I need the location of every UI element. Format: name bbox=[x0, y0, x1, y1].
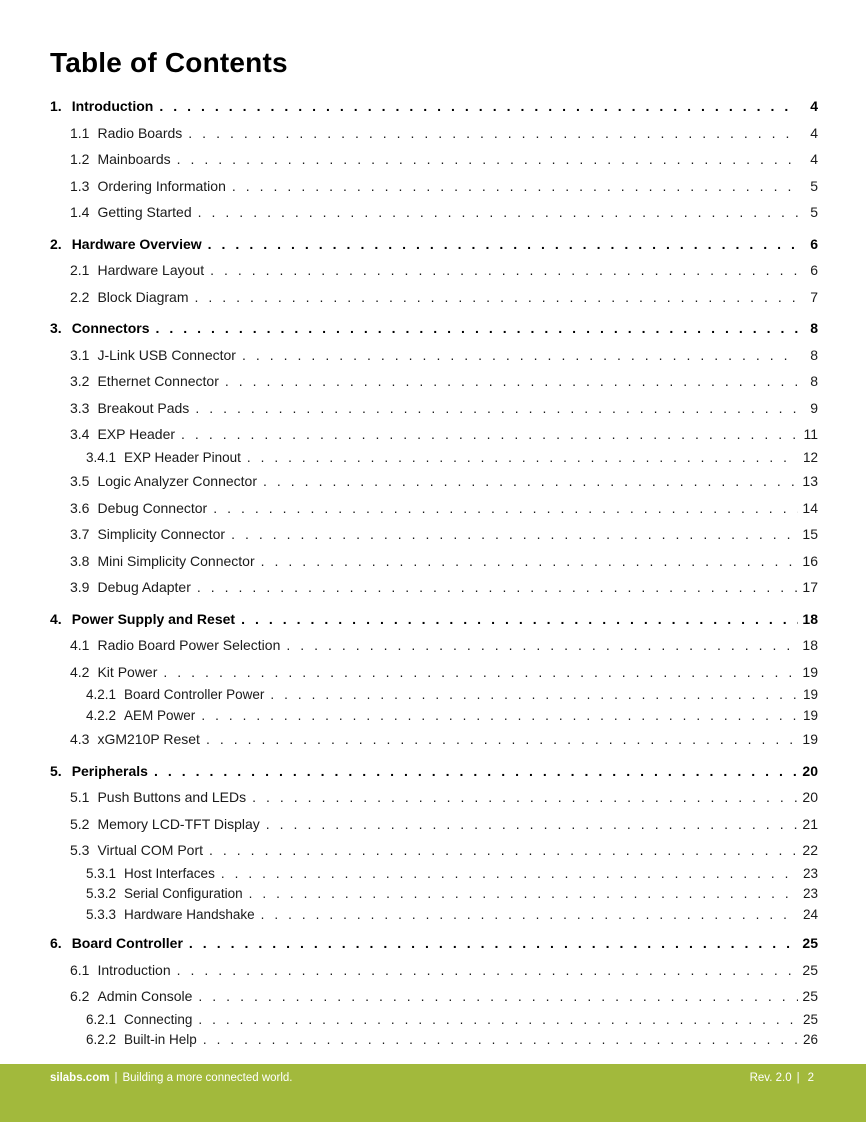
toc-entry-number: 5.3.1 bbox=[86, 865, 117, 881]
toc-entry[interactable] bbox=[50, 884, 818, 905]
toc-entry-number: 3.2 bbox=[70, 373, 90, 389]
footer-left bbox=[50, 1072, 293, 1084]
toc-entry-page: 18 bbox=[802, 610, 818, 627]
toc-entry-number: 3. bbox=[50, 320, 62, 336]
toc-entry-number: 3.5 bbox=[70, 473, 90, 489]
toc-entry-label: Getting Started bbox=[97, 204, 192, 220]
toc-entry-label: Power Supply and Reset bbox=[71, 610, 236, 627]
toc-entry[interactable] bbox=[50, 173, 818, 200]
toc-entry-page: 19 bbox=[802, 707, 818, 723]
toc-entry[interactable] bbox=[50, 685, 818, 706]
toc-entry-label: AEM Power bbox=[124, 707, 196, 723]
toc-entry-label: EXP Header bbox=[97, 426, 176, 442]
dot-leader bbox=[157, 659, 798, 686]
toc-entry-page: 17 bbox=[802, 579, 818, 595]
toc-entry-number: 6.2.2 bbox=[86, 1032, 117, 1047]
toc-entry-label: Connecting bbox=[124, 1011, 193, 1027]
footer-page-number: 2 bbox=[807, 1072, 814, 1084]
toc-entry-label: Host Interfaces bbox=[124, 865, 215, 881]
toc-entry-page: 20 bbox=[802, 762, 818, 779]
toc-entry[interactable] bbox=[50, 632, 818, 659]
toc-entry[interactable] bbox=[50, 606, 818, 633]
dot-leader bbox=[236, 342, 798, 369]
footer-divider: | bbox=[114, 1072, 118, 1084]
toc-entry-number: 2. bbox=[50, 235, 62, 252]
dot-leader bbox=[197, 1030, 798, 1051]
toc-entry[interactable] bbox=[50, 495, 818, 522]
dot-leader bbox=[243, 884, 798, 905]
toc-entry[interactable] bbox=[50, 726, 818, 753]
dot-leader bbox=[241, 448, 798, 469]
toc-entry-page: 6 bbox=[810, 262, 818, 278]
toc-entry-page: 8 bbox=[810, 320, 818, 336]
toc-entry-page: 12 bbox=[802, 449, 818, 465]
dot-leader bbox=[189, 284, 799, 311]
toc-entry[interactable] bbox=[50, 659, 818, 686]
toc-entry-page: 4 bbox=[810, 124, 818, 141]
toc-entry[interactable] bbox=[50, 983, 818, 1010]
dot-leader bbox=[171, 146, 798, 173]
toc-entry-number: 4.3 bbox=[70, 731, 90, 747]
dot-leader bbox=[195, 706, 798, 727]
toc-entry-page: 15 bbox=[802, 526, 818, 542]
toc-entry-page: 13 bbox=[802, 473, 818, 489]
dot-leader bbox=[235, 606, 798, 633]
toc-entry[interactable] bbox=[50, 199, 818, 226]
toc-entry-page: 25 bbox=[802, 988, 818, 1004]
toc-entry-label: Push Buttons and LEDs bbox=[97, 789, 247, 805]
toc-entry-page: 16 bbox=[802, 552, 818, 569]
toc-entry-page: 7 bbox=[810, 288, 818, 305]
toc-entry[interactable] bbox=[50, 468, 818, 495]
toc-entry-number: 6.2 bbox=[70, 988, 90, 1004]
dot-leader bbox=[255, 905, 798, 926]
toc-entry-number: 4.2.2 bbox=[86, 707, 117, 723]
dot-leader bbox=[189, 395, 798, 422]
toc-entry[interactable] bbox=[50, 521, 818, 548]
toc-entry[interactable] bbox=[50, 574, 818, 601]
toc-entry-label: Connectors bbox=[71, 320, 150, 336]
dot-leader bbox=[153, 93, 798, 120]
toc-content bbox=[50, 48, 818, 1051]
toc-entry-number: 1.1 bbox=[70, 124, 90, 141]
toc-entry-page: 23 bbox=[802, 886, 818, 901]
toc-entry[interactable] bbox=[50, 257, 818, 284]
toc-entry-label: Built-in Help bbox=[124, 1032, 197, 1047]
toc-entry-number: 3.7 bbox=[70, 526, 90, 542]
toc-entry[interactable] bbox=[50, 930, 818, 957]
toc-entry-number: 4.2.1 bbox=[86, 687, 117, 702]
toc-entry-label: Kit Power bbox=[97, 663, 158, 680]
toc-entry-page: 4 bbox=[810, 98, 818, 114]
dot-leader bbox=[183, 930, 798, 957]
toc-entry-label: Debug Adapter bbox=[97, 579, 191, 595]
toc-entry-label: Radio Boards bbox=[97, 124, 183, 141]
toc-entry[interactable] bbox=[50, 315, 818, 342]
toc-entry-page: 9 bbox=[810, 399, 818, 416]
toc-entry-number: 4. bbox=[50, 610, 62, 627]
toc-entry-page: 25 bbox=[802, 1011, 818, 1027]
toc-entry-label: Ethernet Connector bbox=[97, 373, 219, 389]
page-title: Table of Contents bbox=[50, 47, 288, 78]
silabs-link[interactable]: silabs.com bbox=[50, 1072, 110, 1084]
toc-entry-label: EXP Header Pinout bbox=[124, 449, 241, 465]
toc-entry-page: 8 bbox=[810, 346, 818, 363]
toc-entry[interactable] bbox=[50, 1010, 818, 1031]
toc-entry-label: xGM210P Reset bbox=[97, 731, 200, 747]
toc-entry[interactable] bbox=[50, 905, 818, 926]
toc-entry[interactable] bbox=[50, 93, 818, 120]
toc-entry-number: 5.1 bbox=[70, 789, 90, 805]
toc-entry-page: 19 bbox=[802, 663, 818, 680]
toc-entry-label: Introduction bbox=[71, 98, 154, 114]
dot-leader bbox=[202, 231, 798, 258]
toc-entry-number: 3.4 bbox=[70, 426, 90, 442]
toc-entry[interactable] bbox=[50, 146, 818, 173]
toc-entry-number: 5. bbox=[50, 762, 62, 779]
dot-leader bbox=[219, 368, 798, 395]
toc-entry-number: 3.6 bbox=[70, 499, 90, 516]
toc-entry-label: Peripherals bbox=[71, 762, 148, 779]
toc-entry-number: 1.3 bbox=[70, 177, 90, 194]
toc-entry-number: 3.9 bbox=[70, 579, 90, 595]
toc-entry[interactable] bbox=[50, 342, 818, 369]
toc-entry-number: 2.2 bbox=[70, 288, 90, 305]
footer-tagline: Building a more connected world. bbox=[122, 1072, 293, 1084]
toc-entry[interactable] bbox=[50, 448, 818, 469]
toc-entry-label: Hardware Overview bbox=[71, 235, 202, 252]
toc-entry[interactable] bbox=[50, 706, 818, 727]
toc-entry-page: 20 bbox=[802, 789, 818, 805]
toc-entry[interactable] bbox=[50, 758, 818, 785]
toc-entry-page: 11 bbox=[803, 426, 818, 442]
toc-entry-page: 5 bbox=[810, 204, 818, 220]
toc-entry-number: 2.1 bbox=[70, 262, 90, 278]
toc-entry[interactable] bbox=[50, 1030, 818, 1051]
dot-leader bbox=[191, 574, 798, 601]
toc-entry-page: 18 bbox=[802, 637, 818, 653]
toc-entry-page: 19 bbox=[802, 687, 818, 702]
toc-entry-page: 19 bbox=[802, 731, 818, 747]
toc-entry-label: Hardware Layout bbox=[97, 262, 205, 278]
toc-entry-label: Serial Configuration bbox=[124, 886, 243, 901]
toc-entry-page: 6 bbox=[810, 235, 818, 252]
toc-entry-number: 3.1 bbox=[70, 346, 90, 363]
dot-leader bbox=[192, 199, 798, 226]
dot-leader bbox=[182, 120, 798, 147]
toc-entry-number: 5.2 bbox=[70, 815, 90, 832]
toc-entry[interactable] bbox=[50, 120, 818, 147]
toc-entry-number: 3.4.1 bbox=[86, 449, 117, 465]
toc-entry-number: 4.1 bbox=[70, 637, 90, 653]
toc-entry-number: 6.2.1 bbox=[86, 1011, 117, 1027]
toc-entry-label: Admin Console bbox=[97, 988, 193, 1004]
toc-entry-label: Board Controller bbox=[71, 935, 183, 951]
dot-leader bbox=[171, 957, 798, 984]
toc-entry-label: Simplicity Connector bbox=[97, 526, 226, 542]
toc-entry-page: 14 bbox=[802, 499, 818, 516]
toc-entry-label: Radio Board Power Selection bbox=[97, 637, 281, 653]
dot-leader bbox=[192, 1010, 798, 1031]
footer-bar bbox=[0, 1064, 866, 1122]
toc-entry-number: 1. bbox=[50, 98, 62, 114]
dot-leader bbox=[225, 521, 798, 548]
dot-leader bbox=[149, 315, 798, 342]
toc-entry-number: 5.3.3 bbox=[86, 906, 117, 922]
toc-entry-label: Logic Analyzer Connector bbox=[97, 473, 258, 489]
toc-entry[interactable] bbox=[50, 421, 818, 448]
dot-leader bbox=[203, 837, 798, 864]
dot-leader bbox=[148, 758, 798, 785]
toc-entry-label: Breakout Pads bbox=[97, 399, 190, 416]
toc-entry-label: Introduction bbox=[97, 961, 171, 978]
toc-entry-label: J-Link USB Connector bbox=[97, 346, 236, 363]
toc-entry-number: 3.8 bbox=[70, 552, 90, 569]
toc-entry-number: 5.3 bbox=[70, 842, 90, 858]
toc-entry[interactable] bbox=[50, 368, 818, 395]
toc-entry-number: 5.3.2 bbox=[86, 886, 117, 901]
toc-entry-number: 6.1 bbox=[70, 961, 90, 978]
dot-leader bbox=[200, 726, 798, 753]
toc-entry-label: Virtual COM Port bbox=[97, 842, 204, 858]
toc-entry[interactable] bbox=[50, 395, 818, 422]
toc-entry-page: 23 bbox=[802, 865, 818, 881]
toc-entry-label: Debug Connector bbox=[97, 499, 208, 516]
toc-entry-label: Mini Simplicity Connector bbox=[97, 552, 255, 569]
footer-right bbox=[750, 1072, 814, 1084]
toc-entry-page: 8 bbox=[810, 373, 818, 389]
toc-entry-label: Ordering Information bbox=[97, 177, 226, 194]
toc-entry-page: 26 bbox=[802, 1032, 818, 1047]
toc-entry-page: 25 bbox=[802, 935, 818, 951]
toc-entry-label: Block Diagram bbox=[97, 288, 189, 305]
toc-entry-label: Mainboards bbox=[97, 151, 171, 167]
dot-leader bbox=[207, 495, 798, 522]
toc-entry[interactable] bbox=[50, 811, 818, 838]
toc-entry[interactable] bbox=[50, 784, 818, 811]
dot-leader bbox=[215, 864, 798, 885]
dot-leader bbox=[264, 685, 798, 706]
toc-entry-number: 1.2 bbox=[70, 151, 90, 167]
toc-entry-number: 1.4 bbox=[70, 204, 90, 220]
toc-entry-number: 6. bbox=[50, 935, 62, 951]
toc-entry[interactable] bbox=[50, 837, 818, 864]
dot-leader bbox=[255, 548, 798, 575]
toc-entry-page: 22 bbox=[802, 842, 818, 858]
dot-leader bbox=[246, 784, 798, 811]
toc-entry[interactable] bbox=[50, 231, 818, 258]
toc-entry-label: Hardware Handshake bbox=[124, 906, 255, 922]
dot-leader bbox=[226, 173, 798, 200]
toc-entry-page: 5 bbox=[810, 177, 818, 194]
revision-label: Rev. 2.0 bbox=[749, 1072, 792, 1084]
toc-entry-number: 4.2 bbox=[70, 663, 90, 680]
toc-entry-page: 25 bbox=[802, 961, 818, 978]
toc-entry[interactable] bbox=[50, 548, 818, 575]
dot-leader bbox=[192, 983, 798, 1010]
toc-entry-number: 3.3 bbox=[70, 399, 90, 416]
toc-entry[interactable] bbox=[50, 957, 818, 984]
toc-list bbox=[50, 93, 818, 1051]
toc-entry-label: Memory LCD-TFT Display bbox=[97, 815, 260, 832]
toc-entry-label: Board Controller Power bbox=[124, 687, 265, 702]
toc-entry-page: 4 bbox=[810, 151, 818, 167]
toc-entry[interactable] bbox=[50, 864, 818, 885]
dot-leader bbox=[175, 421, 798, 448]
dot-leader bbox=[280, 632, 798, 659]
toc-entry-page: 24 bbox=[802, 906, 818, 922]
dot-leader bbox=[204, 257, 798, 284]
footer-divider-2: | bbox=[796, 1072, 800, 1084]
dot-leader bbox=[260, 811, 798, 838]
toc-entry[interactable] bbox=[50, 284, 818, 311]
toc-entry-page: 21 bbox=[802, 815, 818, 832]
dot-leader bbox=[257, 468, 798, 495]
